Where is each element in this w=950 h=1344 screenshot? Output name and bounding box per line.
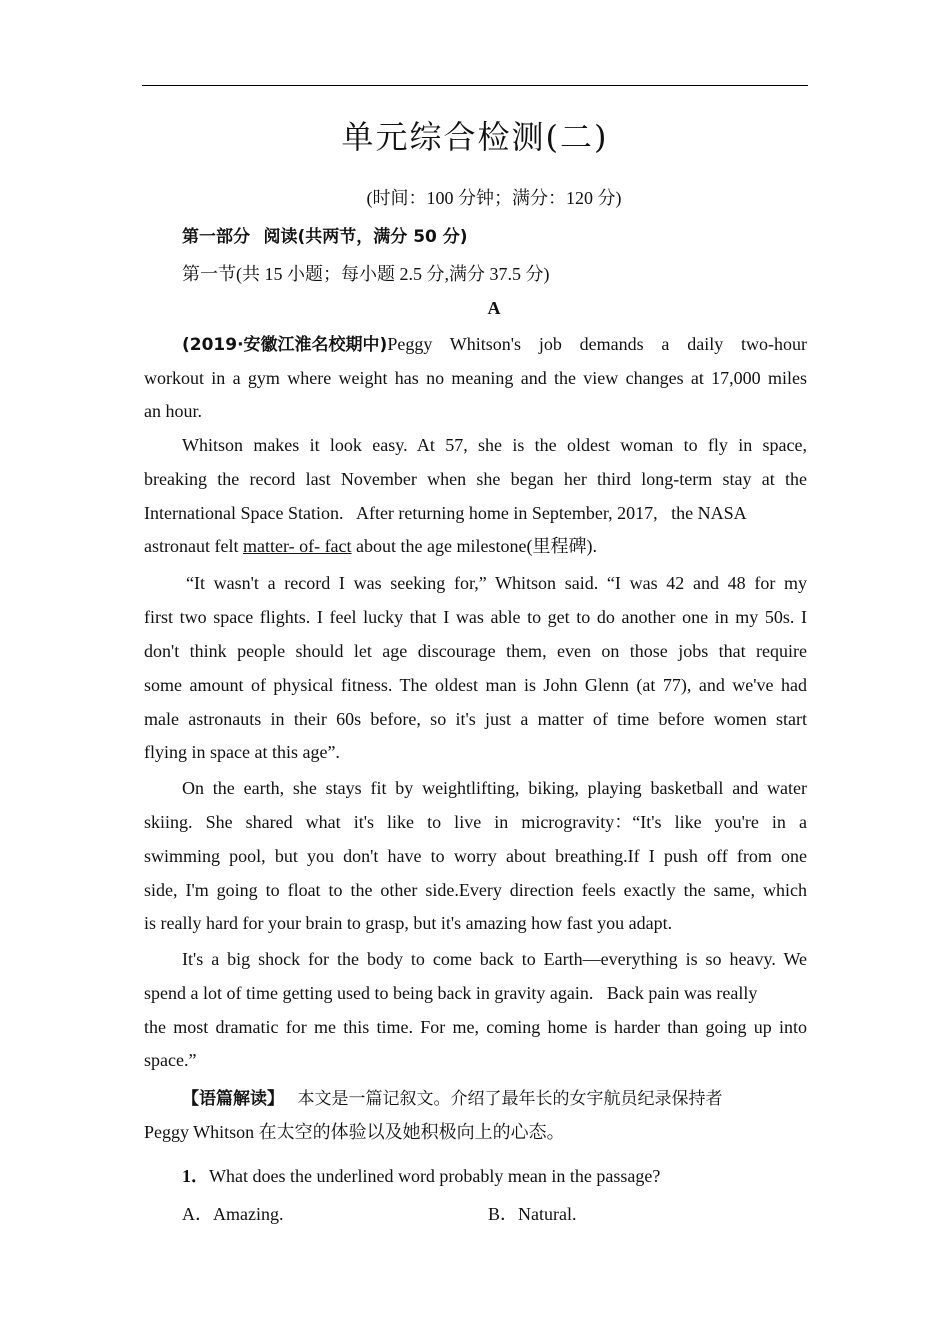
header-rule: [142, 85, 808, 86]
text-span: the most dramatic for me this time. For me, coming home is harder than going up into: [144, 1017, 807, 1037]
paragraph-1: [144, 327, 807, 429]
text-line: [144, 1116, 807, 1150]
text-line: [144, 566, 807, 600]
text-line: [144, 702, 807, 736]
option-letter: A．: [182, 1204, 213, 1224]
text-span: side, I'm going to float to the other side.Every direction feels exactly the same, which: [144, 880, 807, 900]
text-line: [144, 600, 807, 634]
text-span: about the age milestone(里程碑).: [351, 536, 597, 556]
paragraph-3: [144, 566, 807, 770]
text-span: some amount of physical fitness. The oldest man is John Glenn (at 77), and we've had: [144, 675, 807, 695]
option-text: Amazing.: [213, 1204, 284, 1224]
text-line: is really hard for your brain to grasp, but it's amazing how fast you adapt.: [144, 913, 673, 933]
passage-letter: A: [487, 298, 501, 318]
option-letter: B．: [488, 1204, 519, 1224]
option-b[interactable]: [488, 1200, 577, 1226]
text-line: [144, 805, 807, 839]
text-line: [144, 462, 807, 496]
paragraph-5: [144, 942, 807, 1078]
section-heading: 第一节(共 15 小题；每小题 2.5 分,满分 37.5 分): [182, 264, 550, 284]
paragraph-2: [144, 428, 807, 564]
question-1: [182, 1162, 660, 1188]
underlined-word: matter- of- fact: [242, 536, 352, 556]
text-span: “It wasn't a record I was seeking for,” Whitson said. “I was 42 and 48 for my: [186, 573, 807, 593]
text-line: [144, 1082, 807, 1116]
text-span: Peggy Whitson's job demands a daily two-hour: [387, 334, 807, 354]
question-stem: What does the underlined word probably mean in the passage?: [209, 1166, 661, 1186]
text-line: [144, 634, 807, 668]
text-span: skiing. She shared what it's like to live in microgravity：“It's like you're in a: [144, 812, 807, 832]
text-line: [144, 873, 807, 907]
text-span: astronaut felt: [144, 536, 243, 556]
option-a[interactable]: [182, 1200, 283, 1226]
note-text: 本文是一篇记叙文。介绍了最年长的女宇航员纪录保持者: [297, 1089, 723, 1109]
text-line: [144, 771, 807, 805]
text-line: [144, 839, 807, 873]
text-span: On the earth, she stays fit by weightlifting, biking, playing basketball and water: [182, 778, 807, 798]
question-number: 1．: [182, 1166, 209, 1186]
note-label: 【语篇解读】: [182, 1089, 284, 1109]
part-label: 第一部分: [182, 227, 250, 247]
text-span: Whitson makes it look easy. At 57, she is the oldest woman to fly in space,: [182, 435, 807, 455]
option-text: Natural.: [518, 1204, 577, 1224]
text-line: [144, 361, 807, 395]
passage-note: [144, 1082, 807, 1149]
paragraph-4: [144, 771, 807, 941]
text-line: International Space Station. After returning home in September, 2017, the NASA: [144, 503, 747, 523]
text-line: an hour.: [144, 401, 202, 421]
text-span: male astronauts in their 60s before, so it's just a matter of time before women start: [144, 709, 807, 729]
note-text: Peggy Whitson 在太空的体验以及她积极向上的心态。: [144, 1121, 565, 1142]
text-line: [144, 327, 807, 361]
text-span: It's a big shock for the body to come back to Earth—everything is so heavy. We: [182, 949, 807, 969]
text-line: [144, 942, 807, 976]
part-name: 阅读(共两节，满分 50 分): [263, 227, 468, 247]
text-line: [144, 428, 807, 462]
text-line: flying in space at this age”.: [144, 742, 340, 762]
part-heading: [182, 222, 468, 247]
text-span: swimming pool, but you don't have to worry about breathing.If I push off from one: [144, 846, 807, 866]
text-line: [144, 530, 807, 564]
passage-source: (2019·安徽江淮名校期中): [182, 335, 388, 355]
text-span: first two space flights. I feel lucky that I was able to get to do another one in my 50s. I: [144, 607, 807, 627]
page-title: 单元综合检测(二): [341, 118, 609, 156]
text-span: workout in a gym where weight has no meaning and the view changes at 17,000 miles: [144, 368, 807, 388]
text-line: spend a lot of time getting used to being back in gravity again. Back pain was really: [144, 983, 758, 1003]
text-line: space.”: [144, 1050, 197, 1070]
text-line: [144, 1010, 807, 1044]
text-line: [144, 668, 807, 702]
text-span: breaking the record last November when she began her third long-term stay at the: [144, 469, 807, 489]
exam-meta: (时间：100 分钟；满分：120 分): [366, 188, 622, 208]
text-span: don't think people should let age discourage them, even on those jobs that require: [144, 641, 807, 661]
